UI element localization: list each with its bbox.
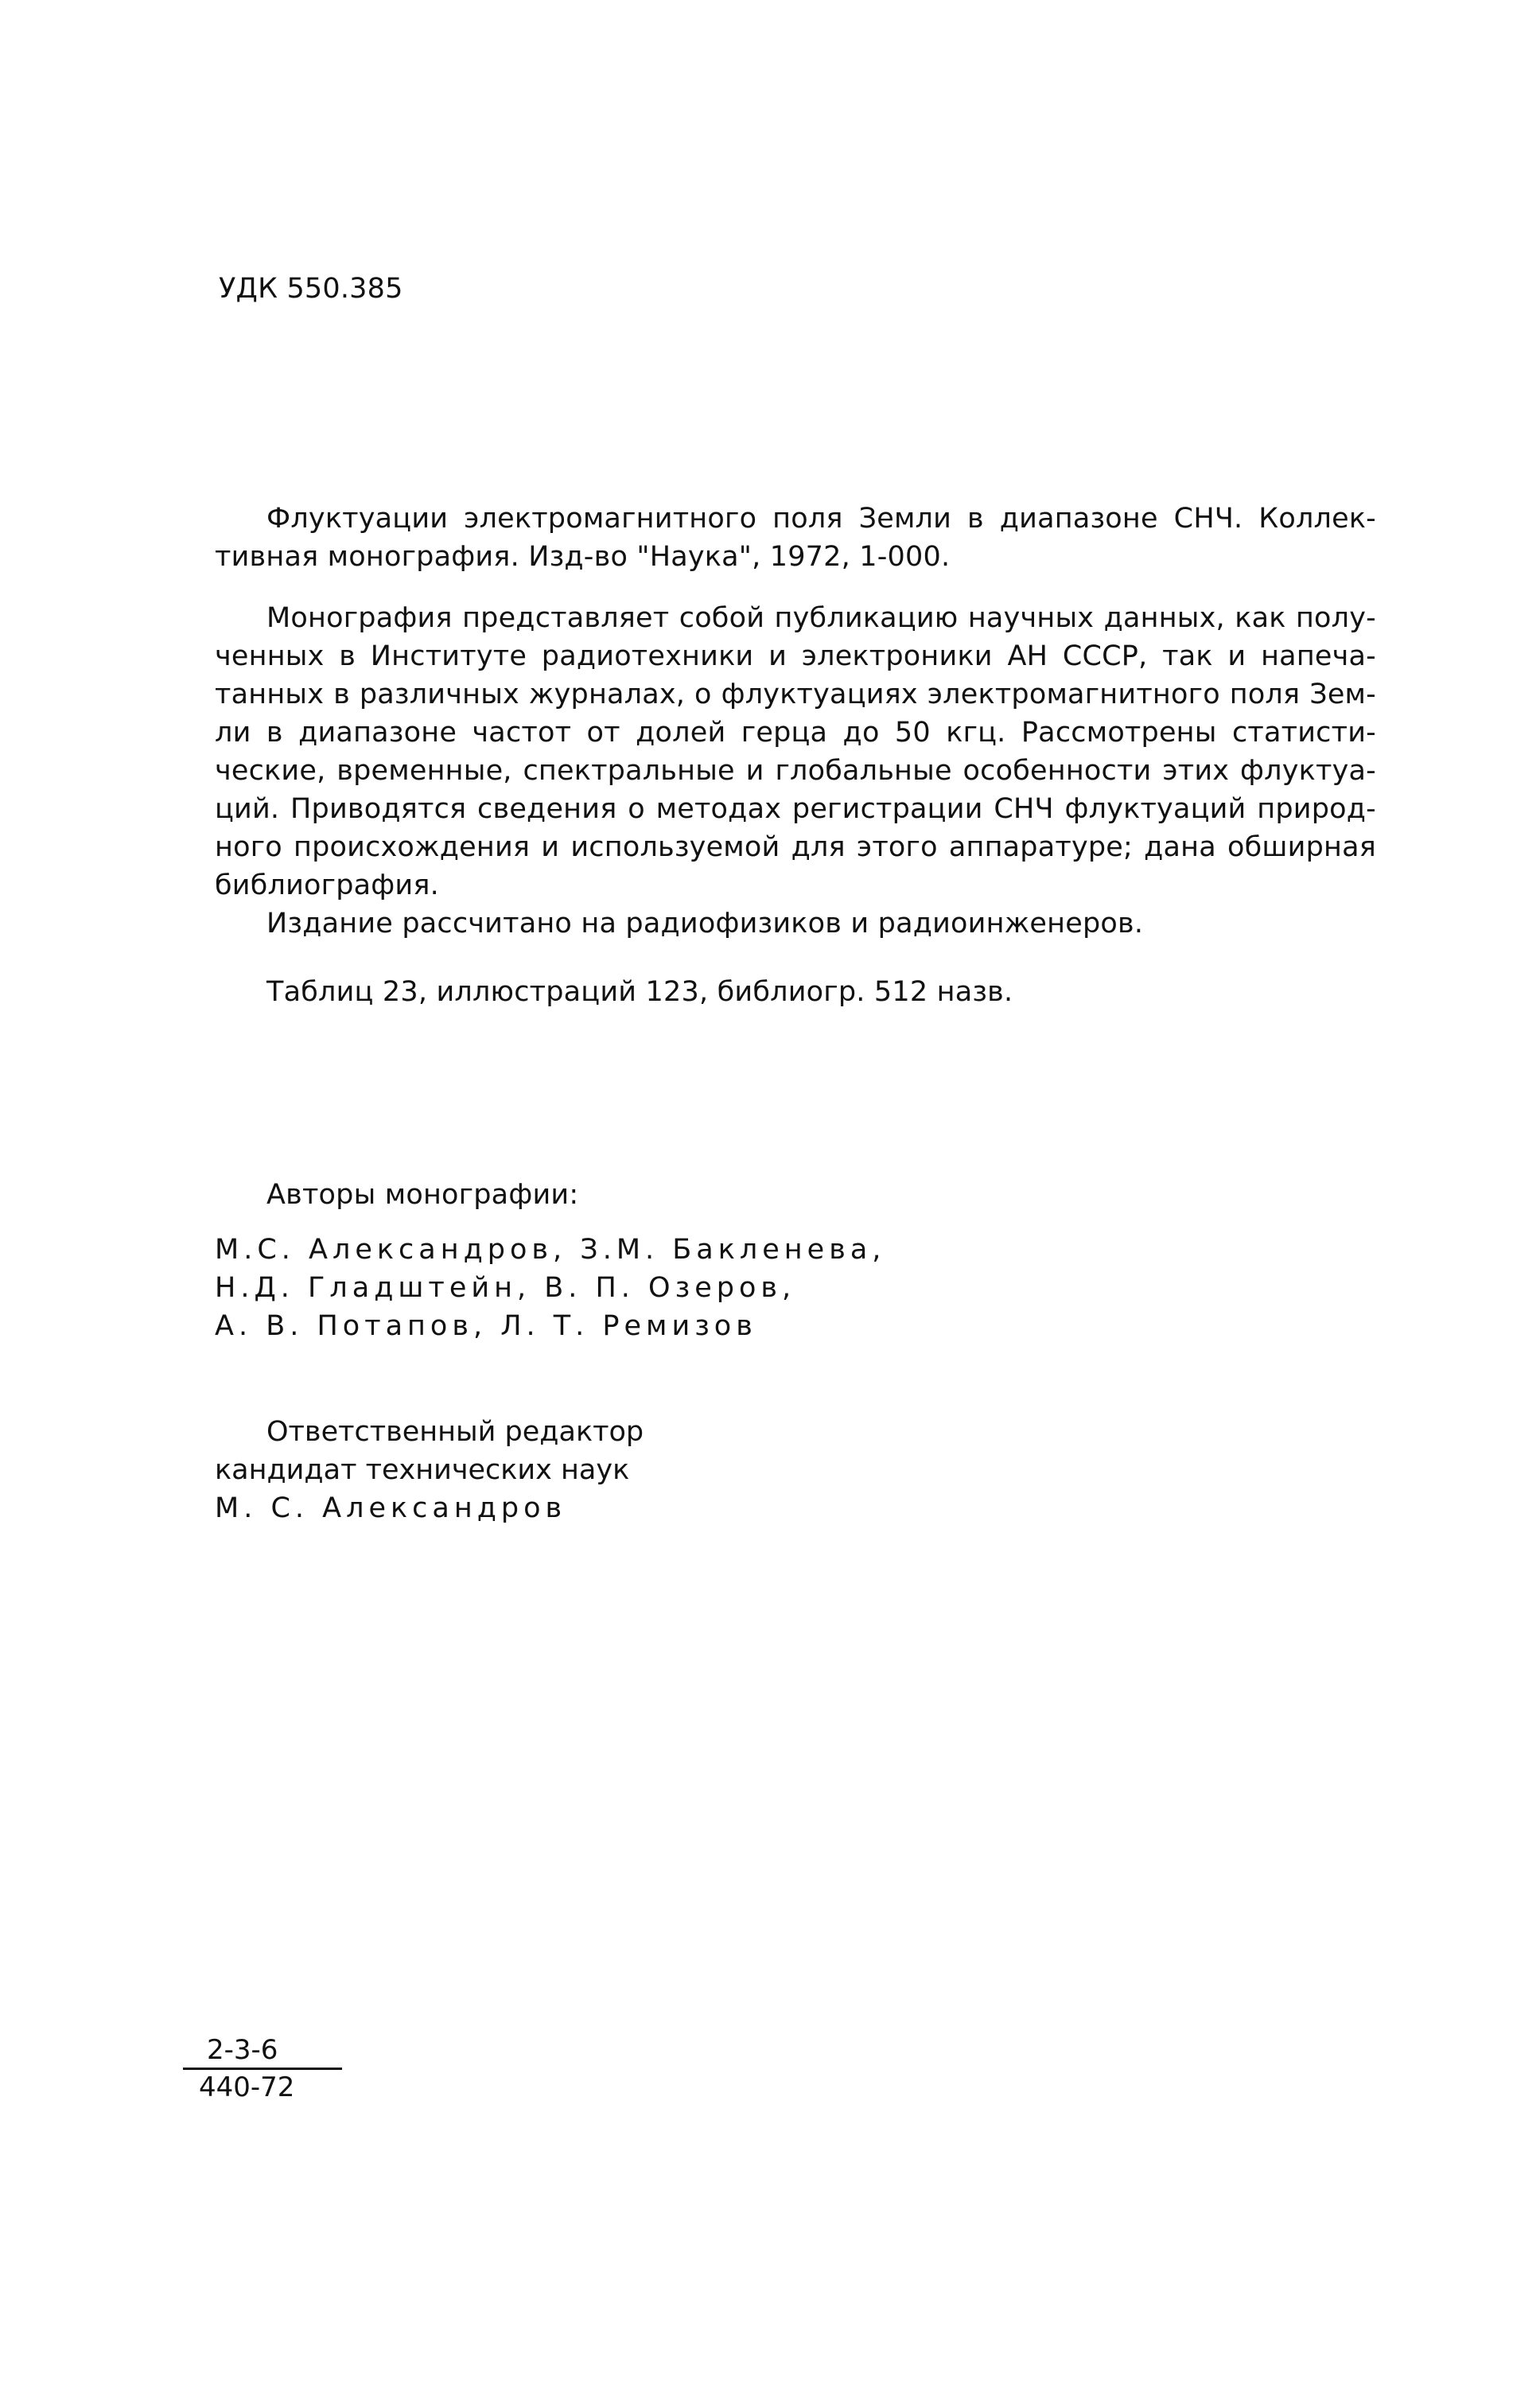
abstract-line: библиография.	[215, 869, 439, 901]
editor-degree: кандидат технических наук	[215, 1454, 630, 1486]
abstract-line: танных в различных журналах, о флуктуациях электромагнитного поля Зем-	[215, 679, 1376, 710]
abstract	[215, 599, 1376, 1011]
author-line: М.С. Александров, З.М. Бакленева,	[215, 1234, 886, 1266]
bibliographic-record	[215, 500, 1376, 576]
abstract-line: ций. Приводятся сведения о методах регистрации СНЧ флуктуаций природ-	[215, 793, 1376, 825]
author-line: Н.Д. Гладштейн, В. П. Озеров,	[215, 1272, 796, 1304]
udk-code: УДК 550.385	[219, 273, 403, 305]
abstract-line: ческие, временные, спектральные и глобальные особенности этих флуктуа-	[215, 755, 1376, 787]
authors-heading: Авторы монографии:	[266, 1179, 579, 1211]
stats-line: Таблиц 23, иллюстраций 123, библиогр. 512 назв.	[266, 976, 1013, 1008]
authors-list	[215, 1231, 885, 1345]
audience-line: Издание рассчитано на радиофизиков и радиоинженеров.	[266, 908, 1144, 939]
bibliographic-line: Флуктуации электромагнитного поля Земли в диапазоне СНЧ. Коллек-	[266, 503, 1376, 535]
abstract-line: Монография представляет собой публикацию научных данных, как полу-	[266, 602, 1376, 634]
publication-code	[183, 2033, 342, 2105]
author-line: А. В. Потапов, Л. Т. Ремизов	[215, 1310, 757, 1342]
abstract-line: ли в диапазоне частот от долей герца до 50 кгц. Рассмотрены статисти-	[215, 717, 1376, 749]
bibliographic-line: тивная монография. Изд-во "Наука", 1972, 1-000.	[215, 541, 951, 573]
editor-role: Ответственный редактор	[266, 1416, 644, 1448]
editor-name: М. С. Александров	[215, 1492, 567, 1524]
abstract-line: ного происхождения и используемой для этого аппаратуре; дана обширная	[215, 831, 1376, 863]
editor-block	[215, 1413, 644, 1527]
publication-code-denominator: 440-72	[199, 2072, 295, 2103]
abstract-line: ченных в Институте радиотехники и электроники АН СССР, так и напеча-	[215, 640, 1376, 672]
publication-code-numerator: 2-3-6	[183, 2033, 342, 2070]
